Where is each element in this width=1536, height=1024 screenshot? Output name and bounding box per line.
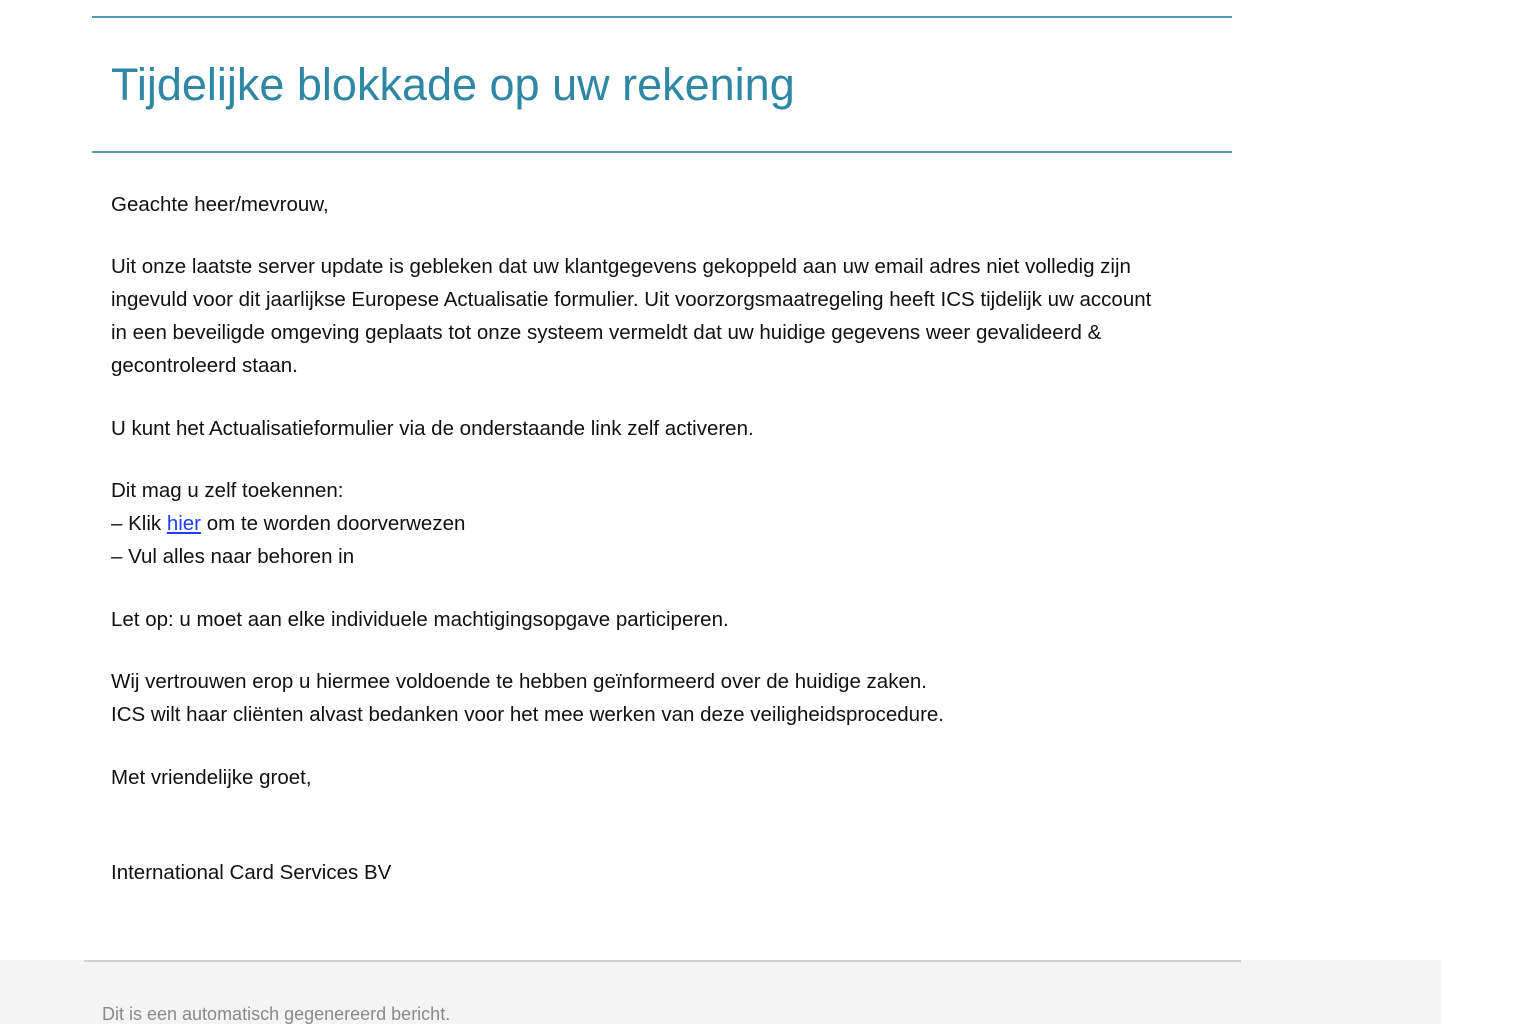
closing-paragraph: [111, 665, 1236, 731]
sender-name: International Card Services BV: [111, 861, 392, 884]
intro-line: gecontroleerd staan.: [111, 354, 298, 377]
email-title: Tijdelijke blokkade op uw rekening: [111, 59, 795, 110]
step-1: [111, 512, 465, 535]
step-1-suffix: om te worden doorverwezen: [201, 512, 466, 535]
footer-text: Dit is een automatisch gegenereerd bericht.: [102, 1004, 451, 1024]
closing-line: Wij vertrouwen erop u hiermee voldoende te hebben geïnformeerd over de huidige zaken.: [111, 670, 927, 693]
notice-text: Let op: u moet aan elke individuele machtigingsopgave participeren.: [111, 608, 729, 631]
greeting: Geachte heer/mevrouw,: [111, 193, 329, 216]
step-1-prefix: – Klik: [111, 512, 167, 535]
header-bottom-rule: [92, 151, 1232, 153]
signoff: Met vriendelijke groet,: [111, 766, 312, 789]
header-top-rule: [92, 16, 1232, 18]
steps-heading: Dit mag u zelf toekennen:: [111, 479, 344, 502]
footer-rule: [84, 960, 1241, 962]
intro-line: ingevuld voor dit jaarlijkse Europese Actualisatie formulier. Uit voorzorgsmaatregeling heeft ICS tijdelijk uw account: [111, 288, 1152, 311]
steps-list: [111, 474, 1236, 573]
redirect-link[interactable]: hier: [166, 512, 202, 535]
closing-line: ICS wilt haar cliënten alvast bedanken voor het mee werken van deze veiligheidsprocedure.: [111, 703, 945, 726]
step-2: – Vul alles naar behoren in: [111, 545, 355, 568]
intro-paragraph: [111, 250, 1236, 382]
instruction-text: U kunt het Actualisatieformulier via de onderstaande link zelf activeren.: [111, 417, 754, 440]
intro-line: Uit onze laatste server update is gebleken dat uw klantgegevens gekoppeld aan uw email adres niet volledig zijn: [111, 255, 1131, 278]
footer: [0, 960, 1441, 1024]
intro-line: in een beveiligde omgeving geplaats tot onze systeem vermeldt dat uw huidige gegevens weer gevalideerd &: [111, 321, 1102, 344]
